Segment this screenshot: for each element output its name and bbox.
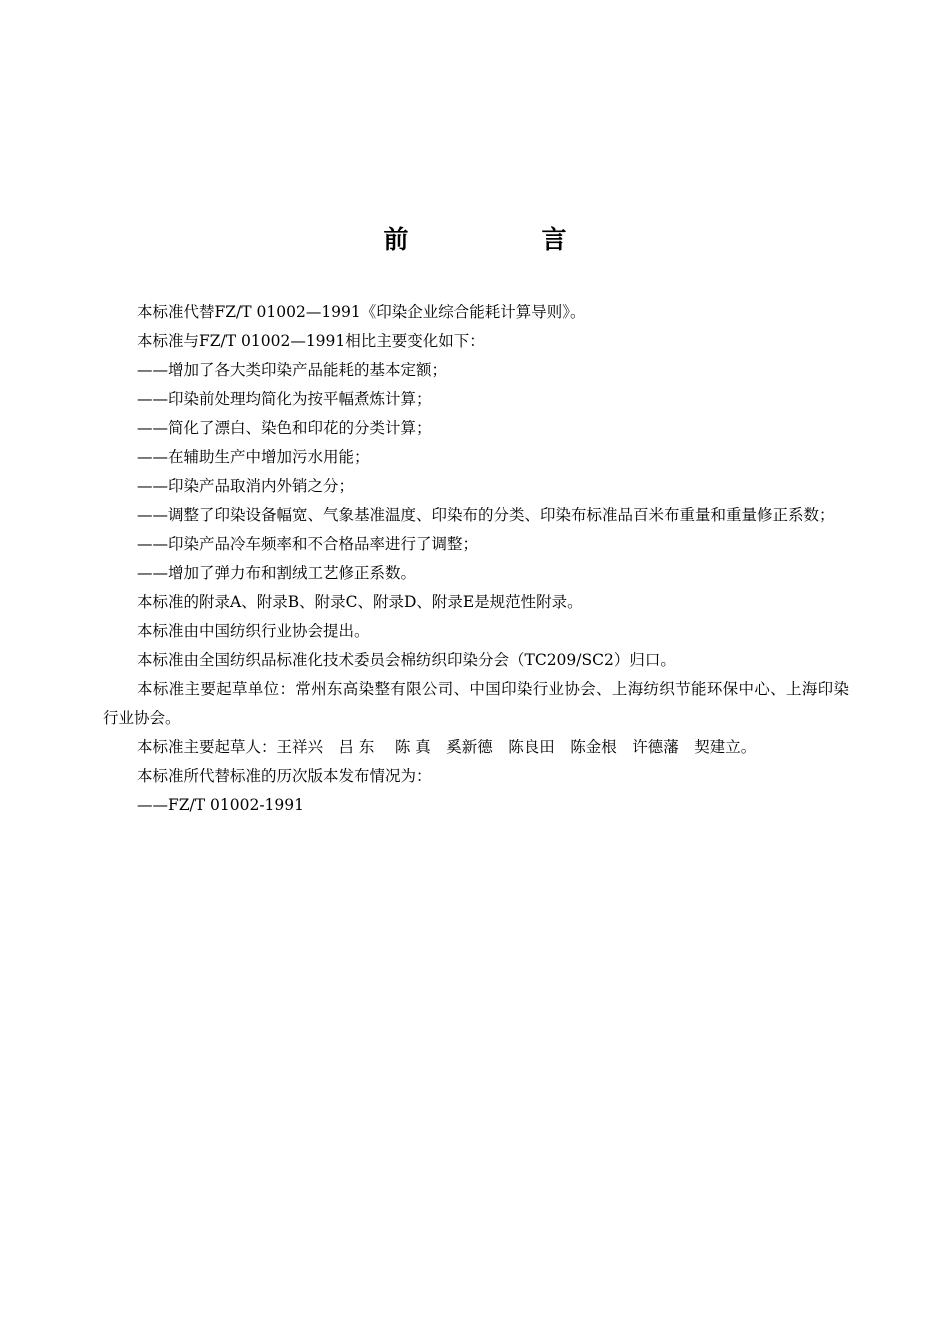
list-item-change: ——在辅助生产中增加污水用能； xyxy=(137,448,370,466)
paragraph-replaces: 本标准代替FZ/T 01002—1991《印染企业综合能耗计算导则》。 xyxy=(137,303,586,321)
paragraph-annexes: 本标准的附录A、附录B、附录C、附录D、附录E是规范性附录。 xyxy=(137,593,583,611)
paragraph-version-history-intro: 本标准所代替标准的历次版本发布情况为： xyxy=(137,767,432,785)
paragraph-drafters: 本标准主要起草人：王祥兴 吕 东 陈 真 奚新德 陈良田 陈金根 许德藩 契建立。 xyxy=(137,738,757,756)
list-item-change: ——印染产品取消内外销之分； xyxy=(137,477,355,495)
list-item-change: ——印染产品冷车频率和不合格品率进行了调整； xyxy=(137,535,479,553)
list-item-change: ——增加了各大类印染产品能耗的基本定额； xyxy=(137,361,448,379)
foreword-body xyxy=(103,298,849,820)
paragraph-technical-committee: 本标准由全国纺织品标准化技术委员会棉纺织印染分会（TC209/SC2）归口。 xyxy=(137,651,676,669)
list-item-change: ——简化了漂白、染色和印花的分类计算； xyxy=(137,419,432,437)
paragraph-drafting-units: 本标准主要起草单位：常州东高染整有限公司、中国印染行业协会、上海纺织节能环保中心、上海印染行业协会。 xyxy=(103,680,849,727)
page-title: 前 言 xyxy=(383,225,621,254)
paragraph-changes-intro: 本标准与FZ/T 01002—1991相比主要变化如下： xyxy=(137,332,485,350)
list-item-change: ——印染前处理均简化为按平幅煮炼计算； xyxy=(137,390,432,408)
list-item-change: ——增加了弹力布和割绒工艺修正系数。 xyxy=(137,564,417,582)
list-item-change: ——调整了印染设备幅宽、气象基准温度、印染布的分类、印染布标准品百米布重量和重量修正系数； xyxy=(137,506,835,524)
list-item-previous-version: ——FZ/T 01002-1991 xyxy=(137,796,305,814)
paragraph-proposed-by: 本标准由中国纺织行业协会提出。 xyxy=(137,622,370,640)
